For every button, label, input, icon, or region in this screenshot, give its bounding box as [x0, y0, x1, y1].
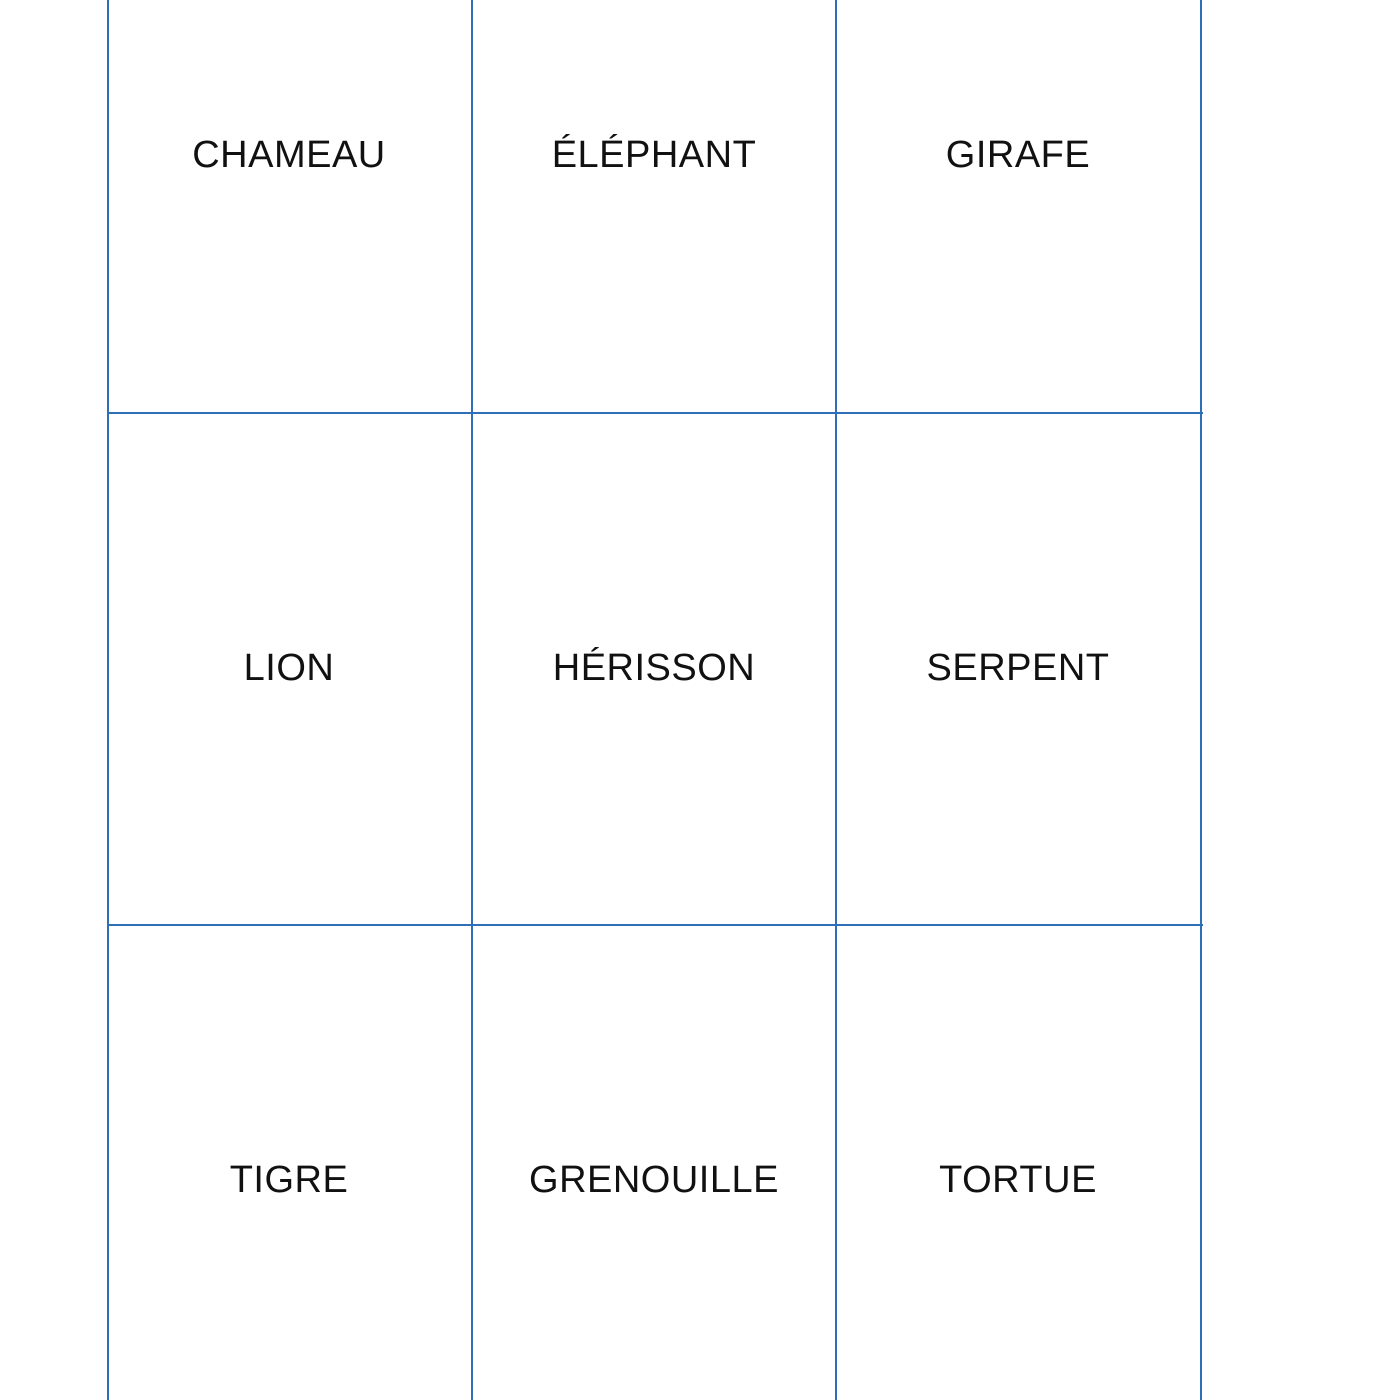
card-label: GRENOUILLE	[529, 1159, 779, 1201]
grid-line-horizontal	[107, 412, 1203, 414]
card-label: LION	[243, 647, 335, 689]
card-label: GIRAFE	[945, 134, 1091, 176]
card-label: ÉLÉPHANT	[551, 134, 757, 176]
card-label: SERPENT	[926, 647, 1110, 689]
card-grid	[107, 0, 1203, 1400]
grid-line-vertical	[1200, 0, 1202, 1400]
grid-line-horizontal	[107, 924, 1203, 926]
card-label: HÉRISSON	[552, 647, 756, 689]
card-label: TORTUE	[939, 1159, 1097, 1201]
card-label: TIGRE	[229, 1159, 349, 1201]
card-label: CHAMEAU	[192, 134, 386, 176]
